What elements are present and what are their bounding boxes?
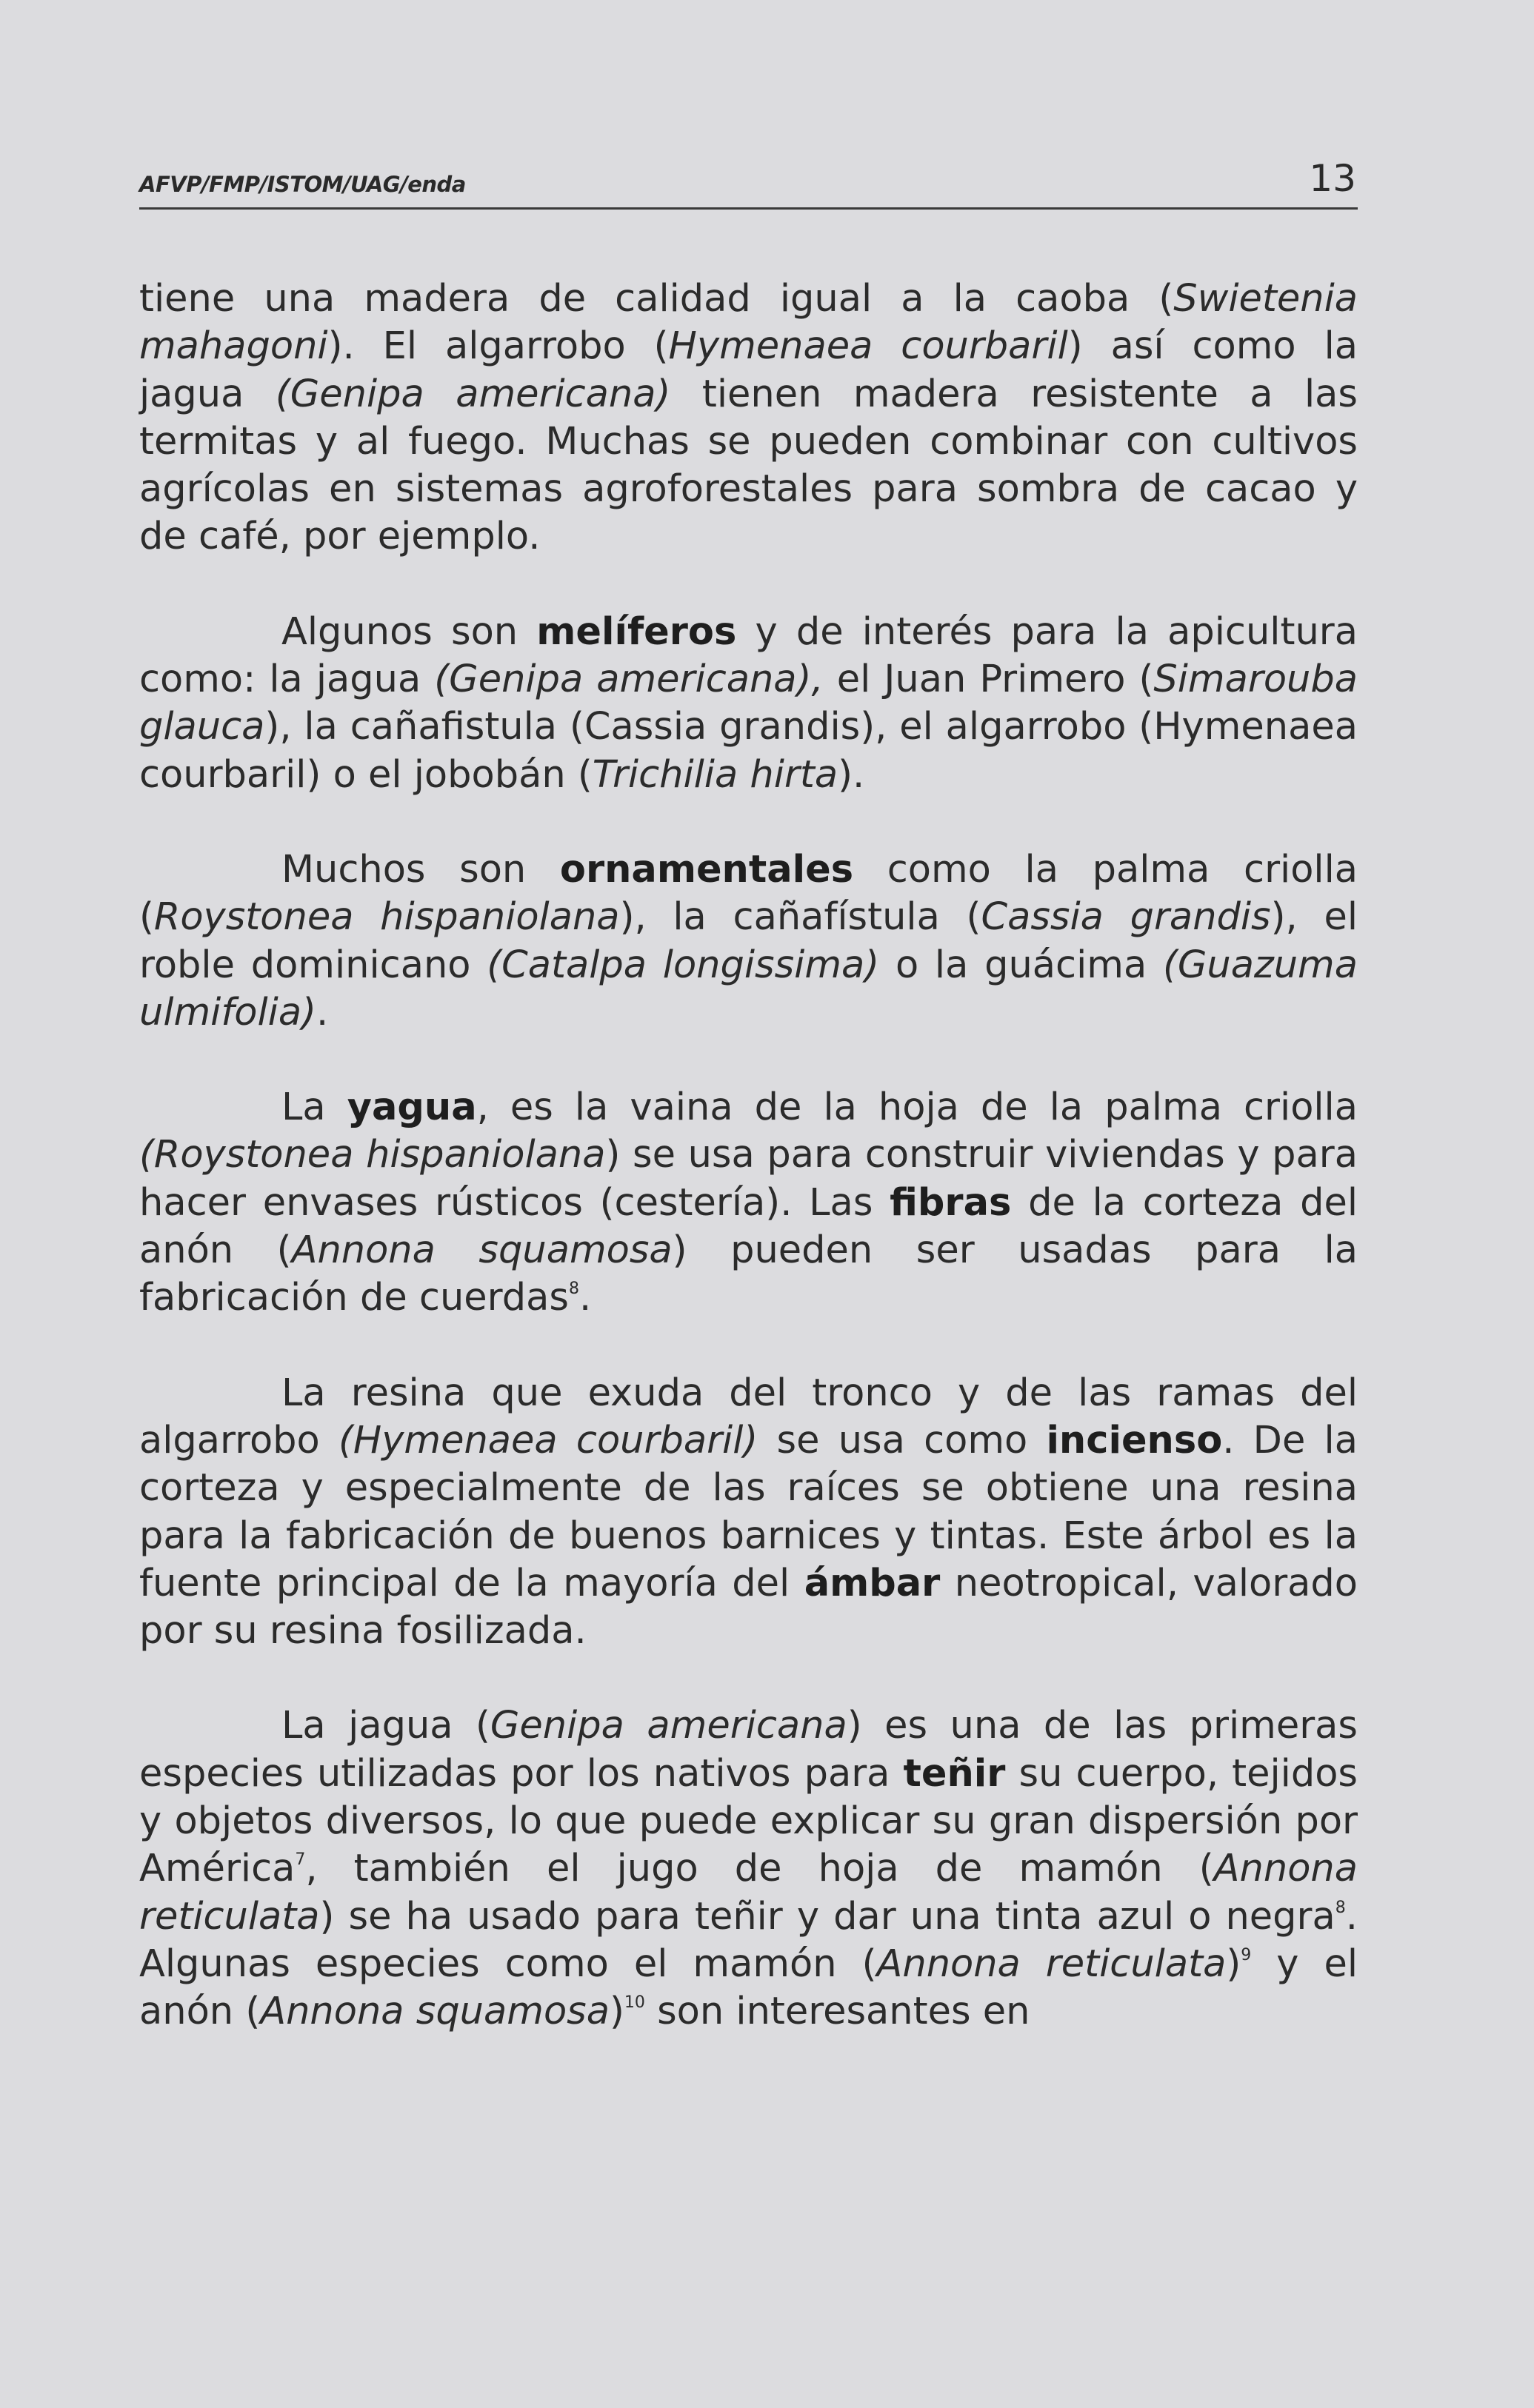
- paragraph-wood-quality: tiene una madera de calidad igual a la caoba (Swietenia mahagoni). El algarrobo (Hymenaea courbaril) así como la jagua (Genipa americana) tienen madera resistente a las termitas y al fuego. Muchas se pueden combinar con cultivos agrícolas en sistemas agroforestales para sombra de cacao y de café, por ejemplo.: [139, 277, 1358, 559]
- footnote-ref: 8: [1335, 1898, 1346, 1917]
- keyword-yagua: yagua: [347, 1086, 477, 1130]
- paragraph-tenir: La jagua (Genipa americana) es una de las primeras especies utilizadas por los nativos para teñir su cuerpo, tejidos y objetos diversos, lo que puede explicar su gran dispersión por América$^7$, también el jugo de hoja de mamón (Annona reticulata) se ha usado para teñir y dar una tinta azul o negra$^8$. Algunas especies como el mamón (Annona reticulata)$^9$ y el anón (Annona squamosa)$^{10}$ son interesantes en: [139, 1704, 1358, 2034]
- footnote-ref: 8: [568, 1280, 579, 1299]
- footnote-ref: 10: [624, 1993, 645, 2013]
- running-head: AFVP/FMP/ISTOM/UAG/enda: [139, 172, 466, 197]
- page-number: 13: [1309, 157, 1356, 200]
- keyword-fibras: fibras: [890, 1180, 1012, 1225]
- keyword-ornamentales: ornamentales: [559, 847, 854, 892]
- keyword-incienso: incienso: [1046, 1418, 1223, 1462]
- footnote-ref: 9: [1241, 1945, 1252, 1964]
- page-header: [139, 148, 1358, 210]
- keyword-ambar: ámbar: [804, 1561, 941, 1605]
- paragraph-yagua: La yagua, es la vaina de la hoja de la palma criolla (Roystonea hispaniolana) se usa para construir viviendas y para hacer envases rústicos (cestería). Las fibras de la corteza del anón (Annona squamosa) pueden ser usadas para la fabricación de cuerdas$^8$.: [139, 1086, 1358, 1320]
- paragraph-resina: La resina que exuda del tronco y de las ramas del algarrobo (Hymenaea courbaril) se usa como incienso. De la corteza y especialmente de las raíces se obtiene una resina para la fabricación de buenos barnices y tintas. Este árbol es la fuente principal de la mayoría del ámbar neotropical, valorado por su resina fosilizada.: [139, 1371, 1358, 1653]
- paragraph-ornamentales: Muchos son ornamentales como la palma criolla (Roystonea hispaniolana), la cañafístula (Cassia grandis), el roble dominicano (Catalpa longissima) o la guácima (Guazuma ulmifolia).: [139, 847, 1358, 1034]
- paragraph-meliferos: Algunos son melíferos y de interés para la apicultura como: la jagua (Genipa americana), el Juan Primero (Simarouba glauca), la cañafistula (Cassia grandis), el algarrobo (Hymenaea courbaril) o el jobobán (Trichilia hirta).: [139, 609, 1358, 797]
- keyword-meliferos: melíferos: [536, 609, 737, 654]
- keyword-tenir: teñir: [903, 1751, 1006, 1796]
- footnote-ref: 7: [295, 1850, 306, 1870]
- body-text: [139, 275, 1358, 2036]
